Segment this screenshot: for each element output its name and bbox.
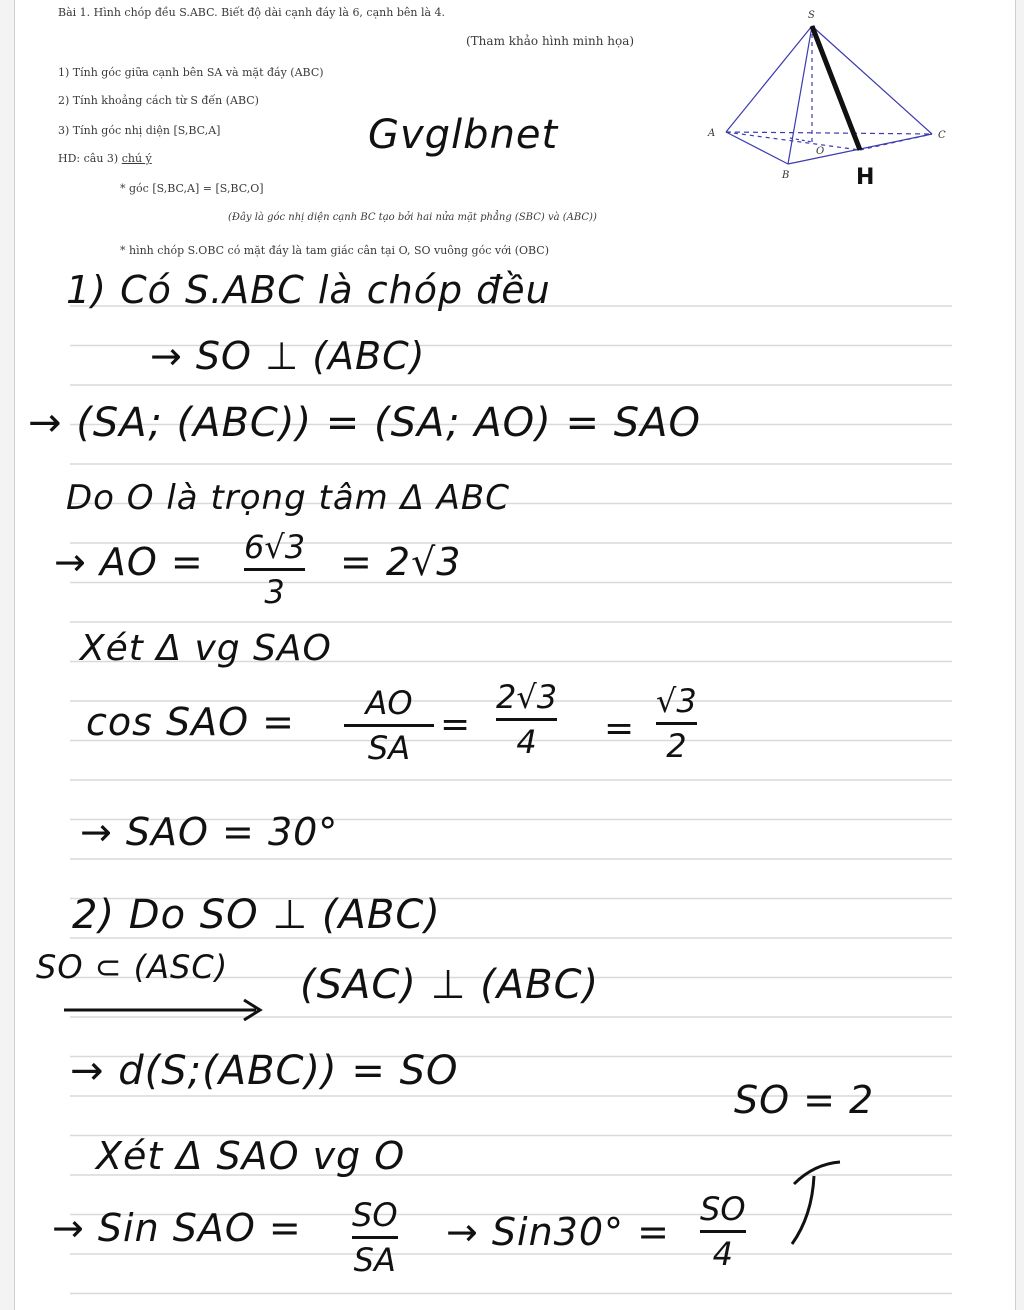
sin-rhs: → Sin30° = bbox=[446, 1210, 670, 1254]
edge-SC bbox=[812, 26, 932, 134]
label-B: B bbox=[782, 170, 790, 181]
label-O: O bbox=[816, 146, 825, 157]
sin-frac-2: SO 4 bbox=[700, 1190, 746, 1273]
cos-lhs: cos SAO = bbox=[86, 700, 295, 744]
sin-frac-1: SO SA bbox=[352, 1196, 398, 1279]
so-value: SO = 2 bbox=[734, 1078, 875, 1122]
hint-line bbox=[58, 152, 152, 165]
edge-SA bbox=[726, 26, 812, 132]
solution-line-11: → d(S;(ABC)) = SO bbox=[70, 1048, 459, 1094]
cos-frac-1: AO SA bbox=[344, 684, 434, 767]
question-2: 2) Tính khoảng cách từ S đến (ABC) bbox=[58, 94, 259, 107]
cos-frac-2: 2√3 4 bbox=[496, 678, 558, 761]
solution-line-12: Xét Δ SAO vg O bbox=[96, 1134, 406, 1178]
edge-AC bbox=[726, 132, 932, 134]
solution-line-4: Do O là trọng tâm Δ ABC bbox=[66, 478, 510, 518]
hint-bullet-2: * hình chóp S.OBC có mặt đáy là tam giác cân tại O, SO vuông góc với (OBC) bbox=[120, 244, 550, 257]
hint-label: HD: câu 3) bbox=[58, 152, 119, 165]
edge-AB bbox=[726, 132, 788, 164]
question-1: 1) Tính góc giữa cạnh bên SA và mặt đáy (ABC) bbox=[58, 66, 324, 79]
solution-line-8: → SAO = 30° bbox=[80, 810, 339, 854]
solution-line-1: 1) Có S.ABC là chóp đều bbox=[66, 268, 551, 312]
label-S: S bbox=[808, 10, 815, 21]
solution-line-10: (SAC) ⊥ (ABC) bbox=[300, 962, 600, 1008]
sin-lhs: → Sin SAO = bbox=[52, 1206, 302, 1250]
hint-bullet-1: * góc [S,BC,A] = [S,BC,O] bbox=[120, 182, 264, 195]
ao-frac-den: 3 bbox=[264, 573, 285, 611]
solution-line-3: → (SA; (ABC)) = (SA; AO) = SAO bbox=[28, 400, 701, 446]
solution-line-6: Xét Δ vg SAO bbox=[80, 628, 332, 669]
scribble-text: Gvglbnet bbox=[368, 112, 559, 158]
ao-result: = 2√3 bbox=[340, 540, 462, 584]
ao-fraction bbox=[244, 528, 305, 611]
solution-line-2: → SO ⊥ (ABC) bbox=[150, 334, 426, 378]
equals-2: = bbox=[604, 708, 636, 749]
cos-frac-3: √3 2 bbox=[656, 682, 697, 765]
illustration-note: (Tham khảo hình minh họa) bbox=[466, 34, 635, 48]
question-3: 3) Tính góc nhị diện [S,BC,A] bbox=[58, 124, 221, 137]
label-H: H bbox=[856, 165, 875, 190]
ao-frac-num: 6√3 bbox=[244, 528, 306, 566]
label-C: C bbox=[938, 130, 946, 141]
pyramid-diagram bbox=[700, 2, 960, 192]
so-in-asc-note: SO ⊂ (ASC) bbox=[36, 948, 229, 986]
dihedral-note: (Đây là góc nhị diện cạnh BC tạo bởi hai nửa mặt phẳng (SBC) và (ABC)) bbox=[228, 212, 597, 223]
equals-1: = bbox=[440, 704, 472, 745]
ao-lhs: → AO = bbox=[54, 540, 204, 584]
label-A: A bbox=[708, 128, 716, 139]
solution-line-9: 2) Do SO ⊥ (ABC) bbox=[72, 892, 441, 938]
implies-arrow bbox=[60, 996, 270, 1026]
problem-title: Bài 1. Hình chóp đều S.ABC. Biết độ dài cạnh đáy là 6, cạnh bên là 4. bbox=[58, 6, 446, 19]
bracket-mark bbox=[784, 1156, 854, 1252]
segment-SH bbox=[812, 26, 860, 150]
solution-line-5 bbox=[54, 540, 204, 584]
hint-link[interactable]: chú ý bbox=[121, 152, 152, 165]
